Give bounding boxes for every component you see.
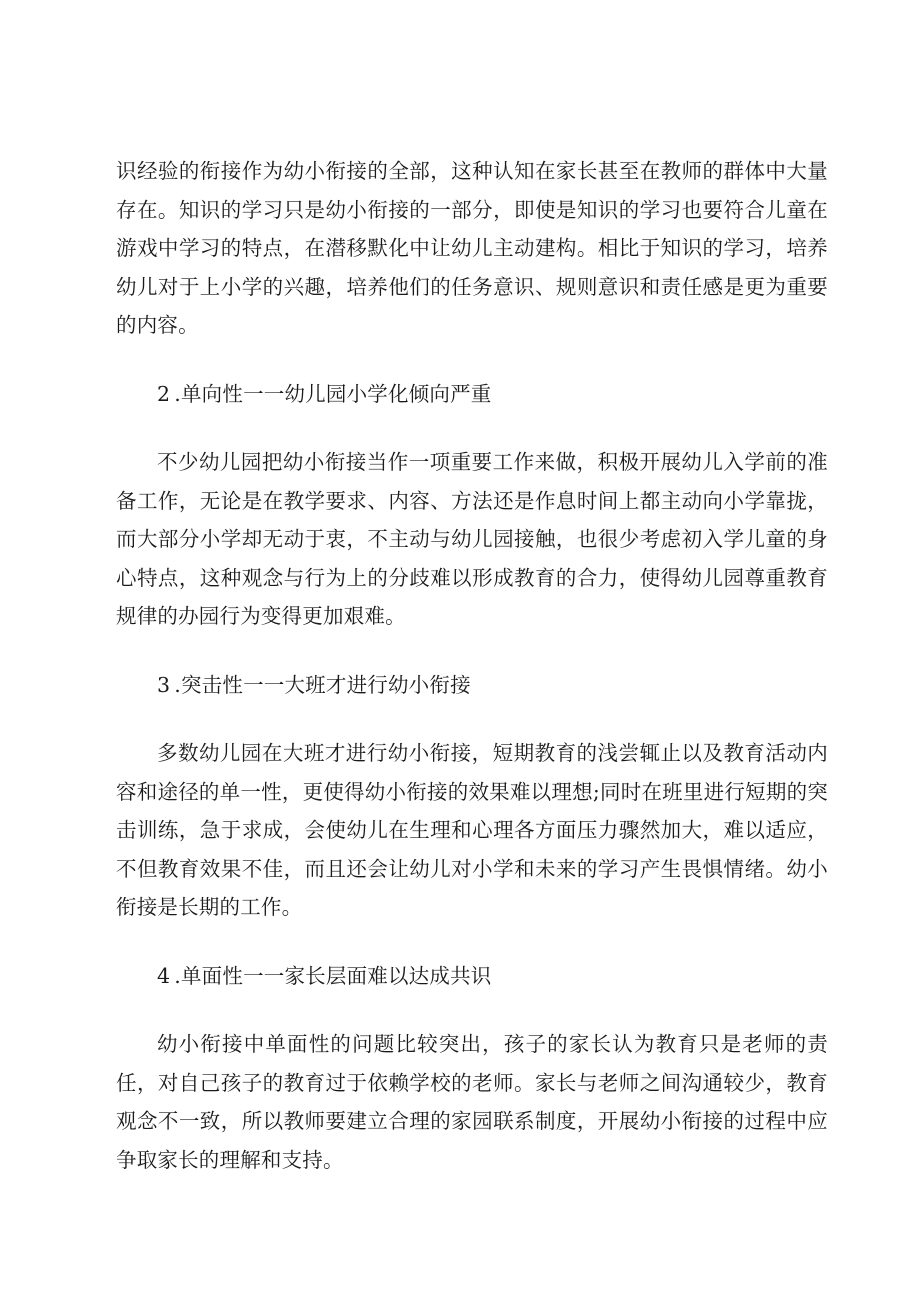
- document-body: [116, 152, 828, 1209]
- section-heading-text: .单面性一一家长层面难以达成共识: [174, 963, 492, 988]
- section-heading-4: [116, 957, 828, 996]
- section-heading-text: .单向性一一幼儿园小学化倾向严重: [174, 381, 492, 406]
- paragraph-continued-knowledge: 识经验的衔接作为幼小衔接的全部，这种认知在家长甚至在教师的群体中大量存在。知识的学习只是幼小衔接的一部分，即使是知识的学习也要符合儿童在游戏中学习的特点，在潜移默化中让幼儿主动建构。相比于知识的学习，培养幼儿对于上小学的兴趣，培养他们的任务意识、规则意识和责任感是更为重要的内容。: [116, 159, 828, 337]
- paragraph-crash-course: 多数幼儿园在大班才进行幼小衔接，短期教育的浅尝辄止以及教育活动内容和途径的单一性，更使得幼小衔接的效果难以理想;同时在班里进行短期的突击训练，急于求成，会使幼儿在生理和心理各方面压力骤然加大，难以适应，不但教育效果不佳，而且还会让幼儿对小学和未来的学习产生畏惧情绪。幼小衔接是长期的工作。: [116, 741, 828, 919]
- section-heading-3: [116, 666, 828, 705]
- paragraph-one-directional: 不少幼儿园把幼小衔接当作一项重要工作来做，积极开展幼儿入学前的准备工作，无论是在教学要求、内容、方法还是作息时间上都主动向小学靠拢，而大部分小学却无动于衷，不主动与幼儿园接触，也很少考虑初入学儿童的身心特点，这种观念与行为上的分歧难以形成教育的合力，使得幼儿园尊重教育规律的办园行为变得更加艰难。: [116, 450, 828, 628]
- section-heading-2: [116, 375, 828, 414]
- section-number: 3: [157, 672, 171, 697]
- section-number: 2: [157, 381, 171, 406]
- paragraph-one-sided: 幼小衔接中单面性的问题比较突出，孩子的家长认为教育只是老师的责任，对自己孩子的教育过于依赖学校的老师。家长与老师之间沟通较少，教育观念不一致，所以教师要建立合理的家园联系制度，开展幼小衔接的过程中应争取家长的理解和支持。: [116, 1032, 828, 1172]
- section-heading-text: .突击性一一大班才进行幼小衔接: [174, 672, 471, 697]
- section-number: 4: [157, 963, 171, 988]
